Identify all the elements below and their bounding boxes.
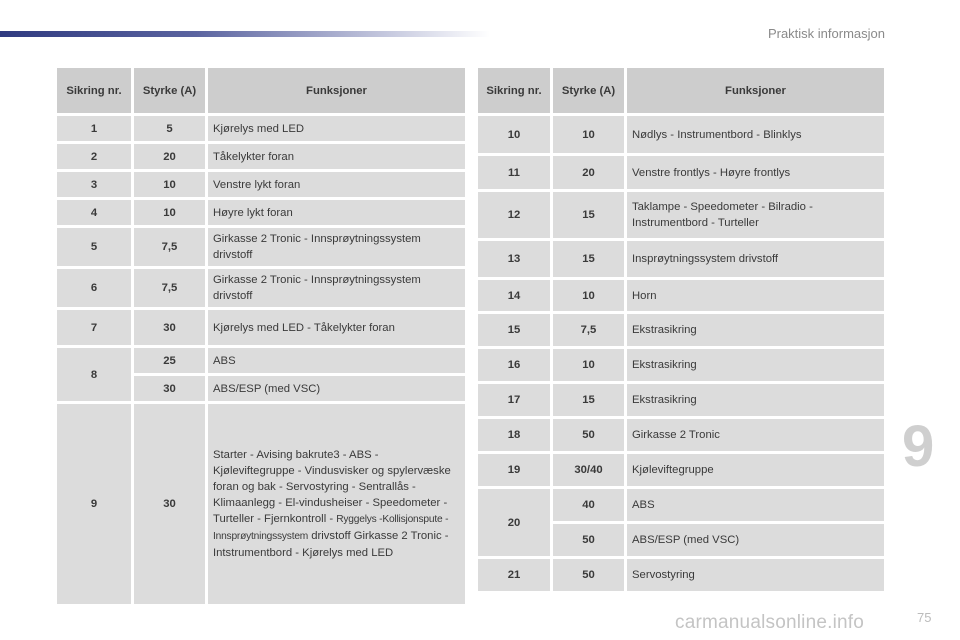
- fuse-number: 19: [478, 454, 550, 486]
- fuse-number: 12: [478, 192, 550, 238]
- fuse-function: ABS: [208, 348, 465, 373]
- fuse-number: 7: [57, 310, 131, 345]
- fuse-amperage: 15: [553, 192, 624, 238]
- table-row: [57, 348, 465, 373]
- fuse-amperage: 50: [553, 559, 624, 591]
- fuse-amperage: 50: [553, 419, 624, 451]
- section-title: Praktisk informasjon: [767, 26, 885, 41]
- col-header-amp: Styrke (A): [553, 68, 624, 113]
- table-row: [478, 454, 884, 486]
- fuse-amperage: 40: [553, 489, 624, 521]
- fuse-number: 14: [478, 280, 550, 311]
- table-row: [57, 269, 465, 307]
- fuse-function: Girkasse 2 Tronic - Innsprøytningssystem drivstoff: [208, 228, 465, 266]
- col-header-function: Funksjoner: [208, 68, 465, 113]
- fuse-amperage: 7,5: [134, 228, 205, 266]
- fuse-number: 4: [57, 200, 131, 225]
- table-row: [57, 172, 465, 197]
- fuse-amperage: 15: [553, 241, 624, 277]
- fuse-function: Høyre lykt foran: [208, 200, 465, 225]
- fuse-amperage: 50: [553, 524, 624, 556]
- fuse-function: Girkasse 2 Tronic - Innsprøytningssystem drivstoff: [208, 269, 465, 307]
- table-row: [478, 384, 884, 416]
- table-row: [478, 192, 884, 238]
- table-row: [57, 310, 465, 345]
- table-row: [478, 314, 884, 346]
- fuse-amperage: 10: [134, 172, 205, 197]
- chapter-number: 9: [902, 414, 935, 479]
- fuse-number: 15: [478, 314, 550, 346]
- fuse-function: Servostyring: [627, 559, 884, 591]
- fuse-number: 2: [57, 144, 131, 169]
- fuse-number: 9: [57, 404, 131, 604]
- fuse-function: Kjørelys med LED: [208, 116, 465, 141]
- table-header-row: [478, 68, 884, 113]
- fuse-number: 18: [478, 419, 550, 451]
- fuse-amperage: 10: [553, 349, 624, 381]
- page-number: 75: [917, 610, 932, 625]
- table-row: [478, 489, 884, 521]
- fuse-function: [208, 404, 465, 604]
- fuse-table-left: [54, 65, 468, 607]
- table-row: [478, 116, 884, 153]
- fuse-number: 3: [57, 172, 131, 197]
- fuse-amperage: 5: [134, 116, 205, 141]
- fuse-function: Venstre lykt foran: [208, 172, 465, 197]
- fuse-function-text-end: drivstoff Girkasse 2 Tronic -Intstrumentbord - Kjørelys med LED: [213, 530, 449, 559]
- fuse-amperage: 30: [134, 310, 205, 345]
- header-gradient-bar: [0, 31, 490, 37]
- fuse-function: Tåkelykter foran: [208, 144, 465, 169]
- fuse-function: Ekstrasikring: [627, 314, 884, 346]
- table-row: [57, 228, 465, 266]
- fuse-number: 5: [57, 228, 131, 266]
- fuse-number: 13: [478, 241, 550, 277]
- table-header-row: [57, 68, 465, 113]
- fuse-function: Horn: [627, 280, 884, 311]
- fuse-amperage: 7,5: [134, 269, 205, 307]
- fuse-amperage: 10: [134, 200, 205, 225]
- fuse-function: Kjørelys med LED - Tåkelykter foran: [208, 310, 465, 345]
- fuse-amperage: 20: [553, 156, 624, 189]
- col-header-function: Funksjoner: [627, 68, 884, 113]
- fuse-function: Nødlys - Instrumentbord - Blinklys: [627, 116, 884, 153]
- fuse-number: 1: [57, 116, 131, 141]
- fuse-function-text-condensed: Ryggelys -Kollisjonspute -Innsprøytningssystem: [213, 514, 449, 542]
- fuse-function: Taklampe - Speedometer - Bilradio - Instrumentbord - Turteller: [627, 192, 884, 238]
- fuse-function: Ekstrasikring: [627, 349, 884, 381]
- fuse-number: 16: [478, 349, 550, 381]
- fuse-amperage: 25: [134, 348, 205, 373]
- fuse-number: 6: [57, 269, 131, 307]
- fuse-function: ABS/ESP (med VSC): [627, 524, 884, 556]
- fuse-function: Insprøytningssystem drivstoff: [627, 241, 884, 277]
- fuse-amperage: 30: [134, 404, 205, 604]
- fuse-number: 20: [478, 489, 550, 556]
- table-row: [57, 144, 465, 169]
- table-row: [57, 404, 465, 604]
- fuse-number: 10: [478, 116, 550, 153]
- fuse-number: 17: [478, 384, 550, 416]
- fuse-amperage: 7,5: [553, 314, 624, 346]
- fuse-function: Venstre frontlys - Høyre frontlys: [627, 156, 884, 189]
- fuse-amperage: 10: [553, 280, 624, 311]
- col-header-amp: Styrke (A): [134, 68, 205, 113]
- fuse-amperage: 30: [134, 376, 205, 401]
- table-row: [478, 241, 884, 277]
- fuse-number: 11: [478, 156, 550, 189]
- col-header-fuse: Sikring nr.: [57, 68, 131, 113]
- fuse-function: ABS/ESP (med VSC): [208, 376, 465, 401]
- table-row: [57, 200, 465, 225]
- table-row: [478, 280, 884, 311]
- table-row: [478, 559, 884, 591]
- fuse-function-text: Starter - Avising bakrute3 - ABS - Kjøleviftegruppe - Vindusvisker og spylervæske foran og bak - Servostyring - Sentrallås - Klimaanlegg - El-vindusheiser - Speedometer - Turteller - Fjernkontroll -: [213, 449, 451, 525]
- fuse-amperage: 30/40: [553, 454, 624, 486]
- fuse-function: Girkasse 2 Tronic: [627, 419, 884, 451]
- watermark: carmanualsonline.info: [675, 612, 865, 633]
- table-row: [57, 116, 465, 141]
- fuse-amperage: 15: [553, 384, 624, 416]
- table-row: [478, 349, 884, 381]
- col-header-fuse: Sikring nr.: [478, 68, 550, 113]
- fuse-table-right: [475, 65, 887, 594]
- fuse-number: 8: [57, 348, 131, 401]
- table-row: [478, 419, 884, 451]
- fuse-function: Kjøleviftegruppe: [627, 454, 884, 486]
- table-row: [478, 156, 884, 189]
- fuse-function: Ekstrasikring: [627, 384, 884, 416]
- fuse-function: ABS: [627, 489, 884, 521]
- fuse-amperage: 20: [134, 144, 205, 169]
- fuse-amperage: 10: [553, 116, 624, 153]
- fuse-number: 21: [478, 559, 550, 591]
